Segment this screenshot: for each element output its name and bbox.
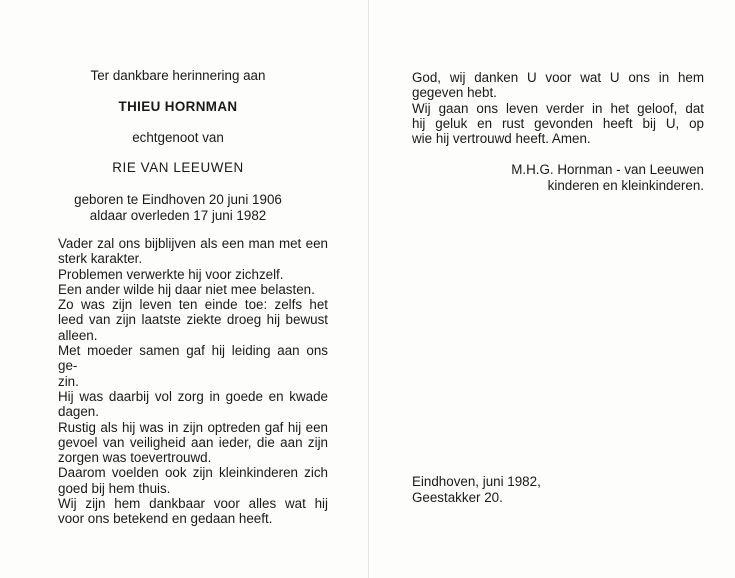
prayer-line: wie hij vertrouwd heeft. Amen. (412, 131, 591, 147)
poem-line: Zo was zijn leven ten einde toe: zelfs het (58, 297, 328, 313)
place-and-address (412, 474, 704, 506)
poem-line: zorgen was toevertrouwd. (58, 450, 212, 466)
spouse-label: echtgenoot van (132, 130, 224, 145)
prayer-line: God, wij danken U voor wat U ons in hem (412, 70, 704, 85)
poem-line: Rustig als hij was in zijn optreden gaf hij een (58, 419, 328, 435)
address: Geestakker 20. (412, 490, 503, 505)
birth-line: geboren te Eindhoven 20 juni 1906 (74, 192, 282, 207)
poem-line: Wij zijn hem dankbaar voor alles wat hij (58, 496, 328, 512)
poem-line: alleen. (58, 327, 98, 343)
poem-line: Vader zal ons bijblijven als een man met een (58, 236, 328, 251)
signature-names: M.H.G. Hornman - van Leeuwen (511, 162, 704, 177)
poem-line: Een ander wilde hij daar niet mee belasten. (58, 281, 315, 297)
poem-line: sterk karakter. (58, 251, 143, 267)
place-date: Eindhoven, juni 1982, (412, 474, 541, 489)
poem-line: goed bij hem thuis. (58, 480, 171, 496)
poem-line: Hij was daarbij vol zorg in goede en kwade (58, 388, 328, 404)
prayer-text (412, 70, 704, 146)
poem-line: Daarom voelden ook zijn kleinkinderen zich (58, 465, 328, 481)
poem-line: Met moeder samen gaf hij leiding aan ons ge- (58, 343, 328, 374)
signature-relatives: kinderen en kleinkinderen. (547, 178, 704, 193)
intro-text: Ter dankbare herinnering aan (90, 68, 266, 83)
poem-line: dagen. (58, 404, 99, 420)
poem-line: Problemen verwerkte hij voor zichzelf. (58, 266, 284, 282)
spouse-name: RIE VAN LEEUWEN (112, 160, 244, 175)
poem-line: zin. (58, 373, 79, 389)
prayer-line: hij geluk en rust gevonden heeft bij U, op (412, 115, 704, 131)
life-dates (58, 192, 298, 224)
card-fold (368, 0, 369, 578)
prayer-line: gegeven hebt. (412, 85, 497, 101)
poem-line: gevoel van veiligheid aan ieder, die aan zijn (58, 434, 328, 450)
family-signature (412, 162, 704, 194)
deceased-name: THIEU HORNMAN (118, 99, 238, 114)
memorial-poem (58, 236, 328, 527)
prayer-line: Wij gaan ons leven verder in het geloof, dat (412, 100, 704, 116)
poem-line: leed van zijn laatste ziekte droeg hij bewust (58, 312, 328, 328)
death-line: aldaar overleden 17 juni 1982 (89, 208, 267, 223)
poem-line: voor ons betekend en gedaan heeft. (58, 511, 273, 527)
